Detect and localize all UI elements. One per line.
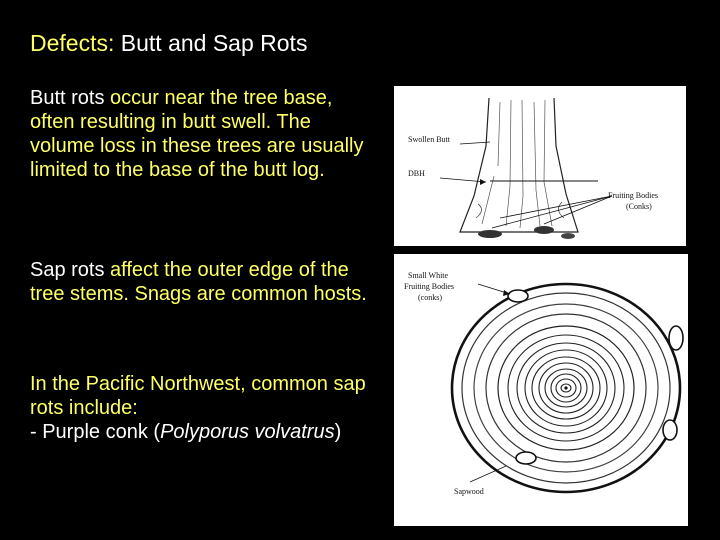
label-small-white: Small White: [408, 271, 449, 280]
sap-rot-figure: [394, 254, 688, 526]
label-sapwood: Sapwood: [454, 487, 484, 496]
slide-title: [30, 30, 307, 57]
label-fruiting-bodies-butt: Fruiting Bodies: [608, 191, 659, 200]
label-swollen-butt: Swollen Butt: [408, 135, 451, 144]
butt-rot-figure: [394, 86, 686, 246]
purple-conk-text: - Purple conk (: [30, 421, 161, 443]
label-fruiting-bodies-sap: Fruiting Bodies: [404, 282, 455, 291]
label-conks-sap: (conks): [418, 293, 442, 302]
pacific-paragraph: [30, 372, 370, 444]
pacific-intro: In the Pacific Northwest, common sap rots include:: [30, 373, 366, 419]
butt-rots-highlight: occur near the tree base, often resulting in butt swell. The volume loss in these trees are usually limited to the base of the butt log.: [30, 87, 364, 181]
purple-conk-species: Polyporus volvatrus: [160, 421, 335, 443]
sap-rots-highlight: affect the outer edge of the tree stems. Snags are common hosts.: [30, 259, 367, 305]
purple-conk-close: ): [334, 421, 342, 443]
sap-rots-term: Sap rots: [30, 259, 105, 281]
title-lead: Defects:: [30, 30, 115, 56]
butt-rot-drawing: [394, 86, 686, 246]
label-dbh: DBH: [408, 169, 425, 178]
sap-rot-drawing: [394, 254, 688, 526]
butt-rots-term: Butt rots: [30, 87, 105, 109]
sap-rots-paragraph: [30, 258, 370, 306]
title-rest: Butt and Sap Rots: [114, 30, 308, 56]
butt-rots-paragraph: [30, 86, 370, 182]
label-conks-butt: (Conks): [626, 202, 652, 211]
